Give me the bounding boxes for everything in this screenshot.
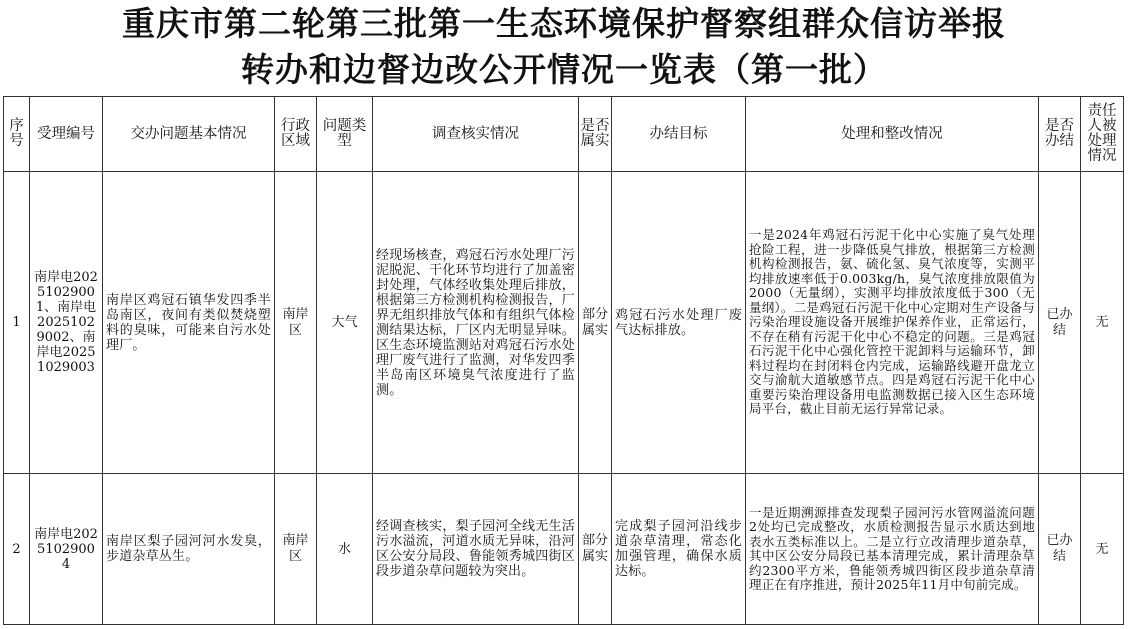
cell-accountability: 无 (1081, 172, 1124, 474)
header-rectification: 处理和整改情况 (746, 97, 1039, 172)
cell-type: 大气 (317, 172, 373, 474)
table-row (4, 474, 1124, 625)
table-row (4, 172, 1124, 474)
cell-seq: 1 (4, 172, 30, 474)
cell-goal: 鸡冠石污水处理厂废气达标排放。 (612, 172, 746, 474)
header-issue: 交办问题基本情况 (103, 97, 275, 172)
cell-accept-no: 南岸电20251029004 (30, 474, 103, 625)
cell-goal: 完成梨子园河沿线步道杂草清理，常态化加强管理，确保水质达标。 (612, 474, 746, 625)
header-verified: 是否属实 (579, 97, 612, 172)
cell-investigation: 经调查核实，梨子园河全线无生活污水溢流，河道水质无异味，沿河区公安分局段、鲁能领秀城四街区段步道杂草问题较为突出。 (373, 474, 579, 625)
page-title-line-2: 转办和边督边改公开情况一览表（第一批） (241, 50, 887, 89)
cell-rectification: 一是2024年鸡冠石污泥干化中心实施了臭气处理抢险工程，进一步降低臭气排放，根据第三方检测机构检测报告，氨、硫化氢、臭气浓度等，实测平均排放速率低于0.003kg/h，臭气浓度排放限值为2000（无量纲），实测平均排放浓度低于300（无量纲）。二是鸡冠石污泥干化中心定期对生产设备与污染治理设施设备开展维护保养作业，正常运行，不存在稍有污泥干化中心不稳定的问题。三是鸡冠石污泥干化中心强化管控干泥卸料与运输环节，卸料过程均在封闭料仓内完成，运输路线避开盘龙立交与渝航大道敏感节点。四是鸡冠石污泥干化中心重要污染治理设备用电监测数据已接入区生态环境局平台，截止目前无运行异常记录。 (746, 172, 1039, 474)
cell-completed: 已办结 (1039, 172, 1081, 474)
petition-table (3, 96, 1124, 625)
cell-issue: 南岸区鸡冠石镇华发四季半岛南区，夜间有类似焚烧塑料的臭味，可能来自污水处理厂。 (103, 172, 275, 474)
header-completed: 是否办结 (1039, 97, 1081, 172)
header-row (4, 97, 1124, 172)
cell-accountability: 无 (1081, 474, 1124, 625)
header-accountability: 责任人被处理情况 (1081, 97, 1124, 172)
header-goal: 办结目标 (612, 97, 746, 172)
page-title-line-1: 重庆市第二轮第三批第一生态环境保护督察组群众信访举报 (122, 4, 1006, 43)
cell-investigation: 经现场核查，鸡冠石污水处理厂污泥脱泥、干化环节均进行了加盖密封处理，气体经收集处理后排放，根据第三方检测机构检测报告，厂界无组织排放气体和有组织气体检测结果达标，厂区内无明显异味。区生态环境监测站对鸡冠石污水处理厂废气进行了监测，对华发四季半岛南区环境臭气浓度进行了监测。 (373, 172, 579, 474)
cell-region: 南岸区 (275, 172, 317, 474)
cell-completed: 已办结 (1039, 474, 1081, 625)
cell-seq: 2 (4, 474, 30, 625)
cell-region: 南岸区 (275, 474, 317, 625)
cell-rectification: 一是近期溯源排查发现梨子园河污水管网溢流问题2处均已完成整改，水质检测报告显示水质达到地表水五类标准以上。二是立行立改清理步道杂草，其中区公安分局段已基本清理完成，累计清理杂草约2300平方米，鲁能领秀城四街区段步道杂草清理正在有序推进，预计2025年11月中旬前完成。 (746, 474, 1039, 625)
header-investigation: 调查核实情况 (373, 97, 579, 172)
cell-verified: 部分属实 (579, 172, 612, 474)
cell-verified: 部分属实 (579, 474, 612, 625)
cell-issue: 南岸区梨子园河河水发臭，步道杂草丛生。 (103, 474, 275, 625)
header-seq: 序号 (4, 97, 30, 172)
header-type: 问题类型 (317, 97, 373, 172)
header-accept-no: 受理编号 (30, 97, 103, 172)
cell-accept-no: 南岸电20251029001、南岸电20251029002、南岸电20251029003 (30, 172, 103, 474)
header-region: 行政区域 (275, 97, 317, 172)
cell-type: 水 (317, 474, 373, 625)
